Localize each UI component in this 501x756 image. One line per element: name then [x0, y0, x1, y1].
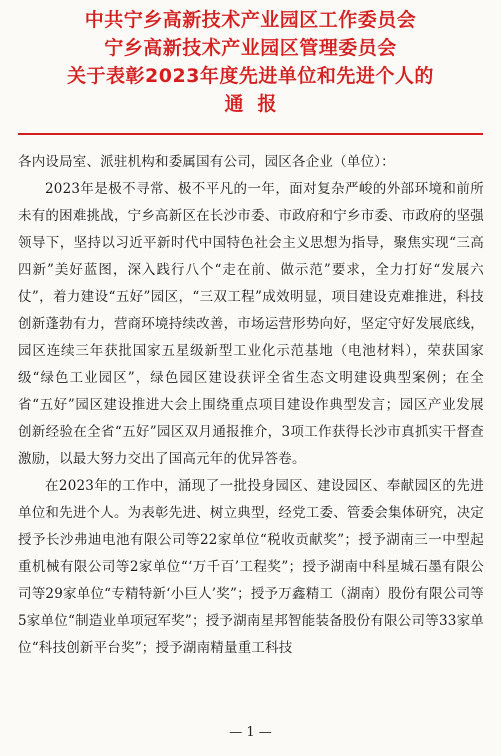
title-line-notice: 通报 [224, 93, 291, 115]
document-title [0, 6, 501, 118]
title-line-subject: 关于表彰2023年度先进单位和先进个人的 [67, 65, 434, 87]
title-divider [18, 133, 483, 135]
page-number: — 1 — [229, 725, 272, 740]
paragraph-2: 在2023年的工作中，涌现了一批投身园区、建设园区、奉献园区的先进单位和先进个人。为表彰先进、树立典型，经党工委、管委会集体研究，决定授予长沙弗迪电池有限公司等22家单位“税收贡献奖”；授予湖南三一中型起重机械有限公司等2家单位“‘万千百’工程奖”；授予湖南中科星城石墨有限公司等29家单位“专精特新‘小巨人’奖”；授予万鑫精工（湖南）股份有限公司等5家单位“制造业单项冠军奖”；授予湖南星邦智能装备股份有限公司等33家单位“科技创新平台奖”；授予湖南精量重工科技 [18, 478, 484, 656]
document-body [18, 149, 484, 662]
title-line-management-committee: 宁乡高新技术产业园区管理委员会 [104, 37, 397, 59]
title-line-party-committee: 中共宁乡高新技术产业园区工作委员会 [84, 9, 417, 31]
salutation: 各内设局室、派驻机构和委属国有公司，园区各企业（单位）： [18, 154, 395, 170]
paragraph-1: 2023年是极不寻常、极不平凡的一年，面对复杂严峻的外部环境和前所未有的困难挑战，宁乡高新区在长沙市委、市政府和宁乡市委、市政府的坚强领导下，坚持以习近平新时代中国特色社会主义思想为指导，聚焦实现“三高四新”美好蓝图，深入践行八个“走在前、做示范”要求，全力打好“发展六仗”，着力建设“五好”园区，“三双工程”成效明显，项目建设克难推进，科技创新蓬勃有力，营商环境持续改善，市场运营形势向好，坚定守好发展底线，园区连续三年获批国家五星级新型工业化示范基地（电池材料），荣获国家级“绿色工业园区”，绿色园区建设获评全省生态文明建设典型案例；在全省“五好”园区建设推进大会上围绕重点项目建设作典型发言；园区产业发展创新经验在全省“五好”园区双月通报推介，3项工作获得长沙市真抓实干督查激励，以最大努力交出了国高元年的优异答卷。 [18, 181, 484, 467]
